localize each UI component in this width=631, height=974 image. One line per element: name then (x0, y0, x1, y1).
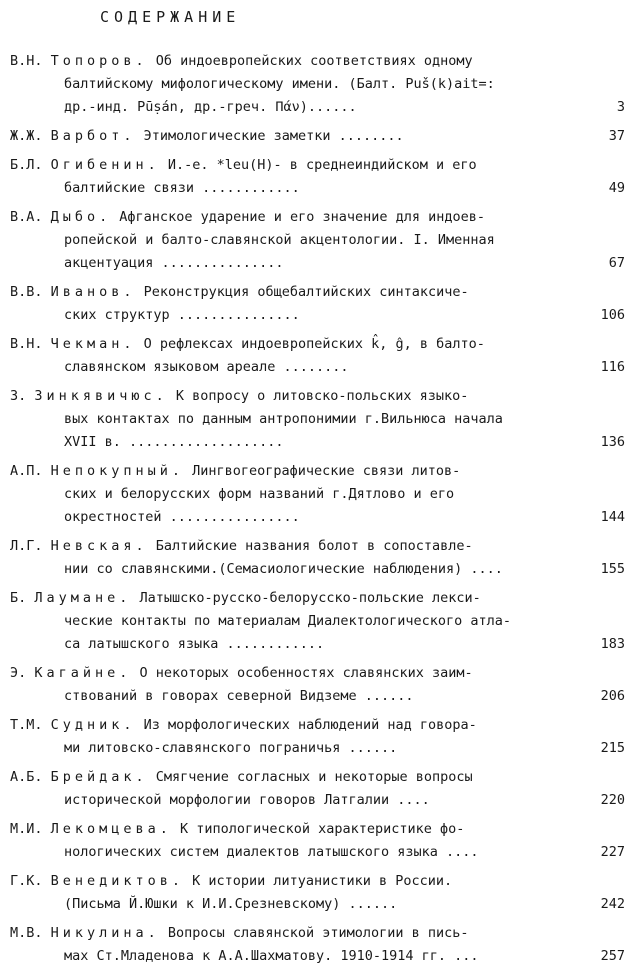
author-initials: Т.М. (10, 717, 43, 733)
author-surname: Чекман. (50, 336, 136, 352)
author-surname: Топоров. (50, 53, 148, 69)
entry-title-text: ствований в говорах северной Видземе ...... (64, 688, 414, 704)
toc-entry (0, 766, 631, 812)
entry-title-text: балтийские связи ............ (64, 180, 300, 196)
entry-title-text: окрестностей ................ (64, 509, 300, 525)
toc-entry-line (0, 685, 631, 708)
toc-entry-line (0, 50, 631, 73)
entry-title-text: др.-инд. Pūṣán, др.-греч. Πάν)...... (64, 99, 357, 115)
toc-entry-line (0, 506, 631, 529)
author-surname: Варбот. (50, 128, 136, 144)
entry-title-text: К типологической характеристике фо- (179, 821, 465, 837)
entry-title-text: Смягчение согласных и некоторые вопросы (155, 769, 473, 785)
author-surname: Брейдак. (50, 769, 148, 785)
toc-entry (0, 281, 631, 327)
author-surname: Иванов. (50, 284, 136, 300)
author-initials: В.Н. (10, 336, 43, 352)
toc-entry-line (0, 154, 631, 177)
author-surname: Невская. (50, 538, 148, 554)
toc-entry-line (0, 229, 631, 252)
toc-entry-line (0, 870, 631, 893)
page-number: 37 (608, 128, 625, 144)
toc-entry (0, 333, 631, 379)
toc-entry-line (0, 177, 631, 200)
toc-entry-line (0, 714, 631, 737)
toc-entry-line (0, 483, 631, 506)
toc-entry-line (0, 766, 631, 789)
toc-entry (0, 870, 631, 916)
page-number: 49 (608, 180, 625, 196)
toc-entry-line (0, 431, 631, 454)
entry-title-text: ропейской и балто-славянской акцентологии. I. Именная (64, 232, 495, 248)
toc-entry (0, 714, 631, 760)
toc-entry-line (0, 356, 631, 379)
entry-title-text: славянском языковом ареале ........ (64, 359, 349, 375)
page-number: 144 (600, 509, 625, 525)
author-initials: М.В. (10, 925, 43, 941)
toc-entry-line (0, 610, 631, 633)
toc-entry (0, 154, 631, 200)
entry-title-text: мах Ст.Младенова к А.А.Шахматову. 1910-1914 гг. ... (64, 948, 479, 964)
entry-title-text: балтийскому мифологическому имени. (Балт. Puš(k)ait=: (64, 76, 495, 92)
page-number: 136 (600, 434, 625, 450)
entry-title-text: Лингвогеографические связи литов- (192, 463, 461, 479)
toc-entry (0, 587, 631, 656)
table-of-contents (0, 50, 631, 974)
page-number: 206 (600, 688, 625, 704)
toc-entry-line (0, 125, 631, 148)
toc-entry-line (0, 633, 631, 656)
toc-entry-line (0, 587, 631, 610)
author-surname: Судник. (50, 717, 136, 733)
entry-title-text: Реконструкция общебалтийских синтаксиче- (143, 284, 469, 300)
page-number: 106 (600, 307, 625, 323)
toc-entry-line (0, 252, 631, 275)
entry-title-text: Вопросы славянской этимологии в пись- (167, 925, 469, 941)
entry-title-text: (Письма Й.Юшки к И.И.Срезневскому) ...... (64, 896, 398, 912)
entry-title-text: И.-е. *leu(H)- в среднеиндийском и его (167, 157, 477, 173)
entry-title-text: нии со славянскими.(Семасиологические наблюдения) .... (64, 561, 503, 577)
page-number: 3 (616, 99, 625, 115)
toc-entry (0, 385, 631, 454)
entry-title-text: Этимологические заметки ........ (143, 128, 404, 144)
toc-entry-line (0, 737, 631, 760)
toc-entry (0, 50, 631, 119)
entry-title-text: О рефлексах индоевропейских k̂, ĝ, в балто- (143, 336, 485, 352)
toc-entry (0, 535, 631, 581)
entry-title-text: К вопросу о литовско-польских языко- (175, 388, 469, 404)
toc-entry-line (0, 841, 631, 864)
toc-entry-line (0, 385, 631, 408)
page-number: 215 (600, 740, 625, 756)
page-number: 227 (600, 844, 625, 860)
entry-title-text: ческие контакты по материалам Диалектологического атла- (64, 613, 512, 629)
page-number: 220 (600, 792, 625, 808)
entry-title-text: акцентуация ............... (64, 255, 284, 271)
entry-title-text: Балтийские названия болот в сопоставле- (155, 538, 473, 554)
author-initials: З. (10, 388, 27, 404)
author-surname: Никулина. (50, 925, 160, 941)
author-surname: Лаумане. (34, 590, 132, 606)
entry-title-text: Из морфологических наблюдений над говора- (143, 717, 477, 733)
page-number: 242 (600, 896, 625, 912)
author-initials: В.В. (10, 284, 43, 300)
author-surname: Венедиктов. (50, 873, 185, 889)
page-number: 67 (608, 255, 625, 271)
toc-entry-line (0, 206, 631, 229)
entry-title-text: са латышского языка ............ (64, 636, 325, 652)
author-surname: Дыбо. (50, 209, 112, 225)
toc-entry-line (0, 333, 631, 356)
toc-entry (0, 662, 631, 708)
entry-title-text: Афганское ударение и его значение для индоев- (119, 209, 486, 225)
toc-entry-line (0, 304, 631, 327)
toc-entry-line (0, 558, 631, 581)
toc-entry-line (0, 460, 631, 483)
entry-title-text: ских структур ............... (64, 307, 300, 323)
toc-entry (0, 922, 631, 968)
entry-title-text: исторической морфологии говоров Латгалии .... (64, 792, 430, 808)
page-number: 116 (600, 359, 625, 375)
toc-entry-line (0, 662, 631, 685)
author-initials: А.П. (10, 463, 43, 479)
author-initials: Э. (10, 665, 27, 681)
page-number: 155 (600, 561, 625, 577)
toc-entry-line (0, 408, 631, 431)
author-surname: Кагайне. (34, 665, 132, 681)
entry-title-text: Латышско-русско-белорусско-польские лекси- (139, 590, 481, 606)
author-initials: Б.Л. (10, 157, 43, 173)
author-initials: Л.Г. (10, 538, 43, 554)
entry-title-text: XVII в. ................... (64, 434, 284, 450)
toc-entry-line (0, 945, 631, 968)
toc-entry-line (0, 96, 631, 119)
toc-entry-line (0, 281, 631, 304)
entry-title-text: вых контактах по данным антропонимии г.Вильнюса начала (64, 411, 503, 427)
author-surname: Огибенин. (50, 157, 160, 173)
entry-title-text: нологических систем диалектов латышского языка .... (64, 844, 479, 860)
entry-title-text: ских и белорусских форм названий г.Дятлово и его (64, 486, 455, 502)
toc-entry (0, 206, 631, 275)
toc-entry-line (0, 73, 631, 96)
page-title: СОДЕРЖАНИЕ (100, 8, 241, 26)
author-initials: А.Б. (10, 769, 43, 785)
toc-entry-line (0, 922, 631, 945)
entry-title-text: ми литовско-славянского пограничья ...... (64, 740, 398, 756)
author-surname: Непокупный. (50, 463, 185, 479)
entry-title-text: О некоторых особенностях славянских заим- (139, 665, 473, 681)
toc-entry (0, 818, 631, 864)
toc-entry (0, 460, 631, 529)
page-number: 183 (600, 636, 625, 652)
toc-entry-line (0, 893, 631, 916)
author-initials: М.И. (10, 821, 43, 837)
author-initials: Ж.Ж. (10, 128, 43, 144)
author-surname: Лекомцева. (50, 821, 172, 837)
toc-entry-line (0, 818, 631, 841)
entry-title-text: К истории литуанистики в России. (192, 873, 453, 889)
author-initials: В.А. (10, 209, 43, 225)
author-initials: Б. (10, 590, 27, 606)
page-number: 257 (600, 948, 625, 964)
author-initials: В.Н. (10, 53, 43, 69)
author-initials: Г.К. (10, 873, 43, 889)
toc-entry (0, 125, 631, 148)
entry-title-text: Об индоевропейских соответствиях одному (155, 53, 473, 69)
author-surname: Зинкявичюс. (34, 388, 168, 404)
toc-entry-line (0, 535, 631, 558)
toc-entry-line (0, 789, 631, 812)
